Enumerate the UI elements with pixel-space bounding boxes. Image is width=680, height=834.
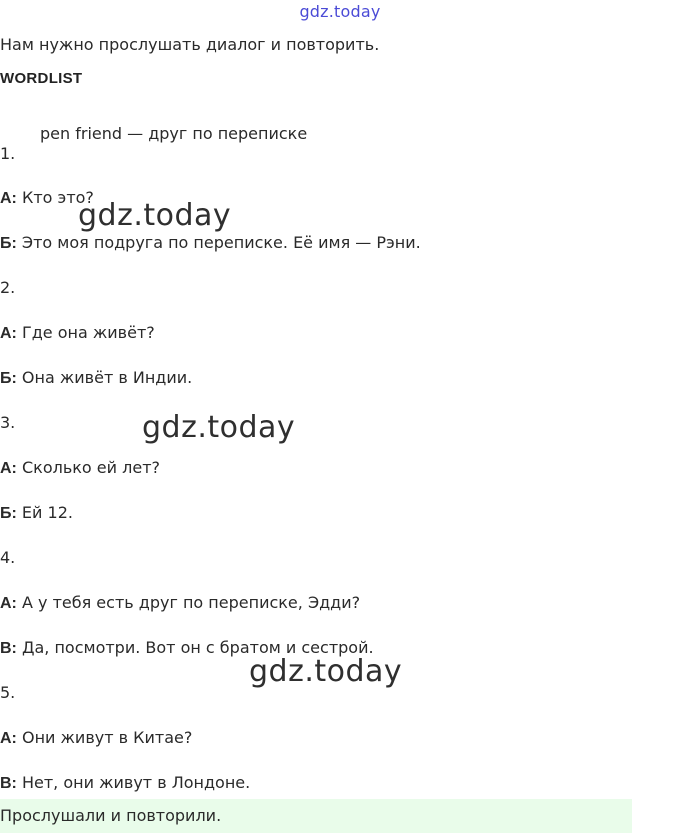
speaker-label: А: xyxy=(0,460,17,477)
result-box xyxy=(0,799,632,833)
dialog-line xyxy=(0,323,155,343)
speaker-label: А: xyxy=(0,190,17,207)
watermark: gdz.today xyxy=(249,654,403,689)
line-text: Ей 12. xyxy=(16,503,73,522)
wordlist-heading: WORDLIST xyxy=(0,70,83,87)
result-text: Прослушали и повторили. xyxy=(0,806,222,825)
dialog-line xyxy=(0,233,421,253)
line-text: Это моя подруга по переписке. Её имя — Рэни. xyxy=(16,233,421,252)
line-text: Да, посмотри. Вот он с братом и сестрой. xyxy=(16,638,374,657)
line-text: Кто это? xyxy=(16,188,94,207)
line-text: А у тебя есть друг по переписке, Эдди? xyxy=(16,593,361,612)
dialog-number: 1. xyxy=(0,144,16,163)
speaker-label: Б: xyxy=(0,370,17,387)
dialog-number: 3. xyxy=(0,413,16,432)
line-text: Они живут в Китае? xyxy=(16,728,193,747)
site-header-logo[interactable]: gdz.today xyxy=(299,2,381,21)
watermark: gdz.today xyxy=(142,410,296,445)
speaker-label: В: xyxy=(0,775,17,792)
speaker-label: А: xyxy=(0,325,17,342)
dialog-number: 2. xyxy=(0,278,16,297)
speaker-label: В: xyxy=(0,640,17,657)
dialog-line xyxy=(0,458,160,478)
line-text: Она живёт в Индии. xyxy=(16,368,193,387)
speaker-label: Б: xyxy=(0,235,17,252)
speaker-label: Б: xyxy=(0,505,17,522)
wordlist-item: pen friend — друг по переписке xyxy=(40,124,308,143)
line-text: Где она живёт? xyxy=(16,323,155,342)
intro-text: Нам нужно прослушать диалог и повторить. xyxy=(0,35,380,54)
dialog-line xyxy=(0,773,250,793)
dialog-number: 5. xyxy=(0,683,16,702)
dialog-line xyxy=(0,728,192,748)
dialog-number: 4. xyxy=(0,548,16,567)
dialog-line xyxy=(0,593,360,613)
line-text: Нет, они живут в Лондоне. xyxy=(16,773,251,792)
line-text: Сколько ей лет? xyxy=(16,458,161,477)
watermark: gdz.today xyxy=(78,198,232,233)
dialog-line xyxy=(0,503,73,523)
speaker-label: А: xyxy=(0,595,17,612)
dialog-line xyxy=(0,368,192,388)
speaker-label: А: xyxy=(0,730,17,747)
wordlist-item-clipped xyxy=(40,118,340,143)
